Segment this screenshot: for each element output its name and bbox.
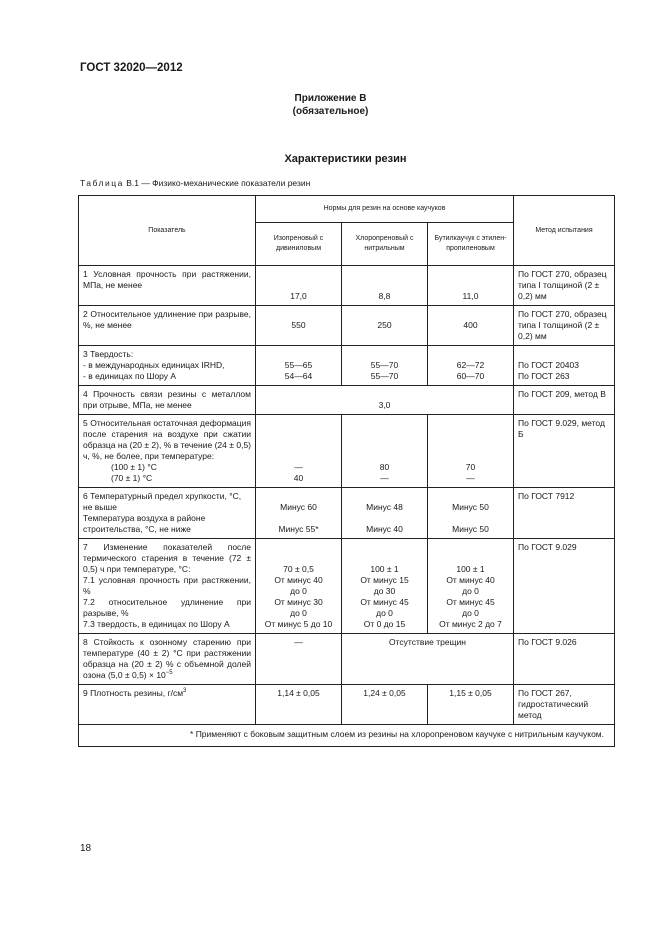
cell-value: 17,0: [256, 266, 342, 306]
row-name: [79, 634, 256, 685]
row-name-exponent: −5: [165, 670, 173, 677]
cell-value: [256, 488, 342, 539]
cell-line: —: [466, 473, 475, 483]
table-row: [79, 634, 615, 685]
cell-line: Минус 55*: [278, 524, 319, 534]
cell-method: По ГОСТ 267, гидростатический метод: [514, 685, 615, 725]
cell-value: Отсутствие трещин: [342, 634, 514, 685]
row-name: 2 Относительное удлинение при разрыве, %, не менее: [79, 306, 256, 346]
row-name-line: 7.2 относительное удлинение при разрыве, %: [83, 597, 251, 618]
row-name-line: - в единицах по Шору А: [83, 371, 177, 381]
table-row: [79, 346, 615, 386]
cell-line: до 0: [376, 608, 393, 618]
cell-value: 250: [342, 306, 428, 346]
cell-line: Минус 50: [452, 502, 489, 512]
row-name-line: 5 Относительная остаточная деформация после старения на воздухе при сжатии образца на (20 ± 2), % в течение (24 ± 0,5) ч, %, не более, при температуре:: [83, 418, 251, 461]
row-name-line: (70 ± 1) °С: [111, 473, 153, 483]
cell-line: 60—70: [456, 371, 485, 381]
cell-line: 40: [293, 473, 304, 483]
cell-line: Минус 48: [366, 502, 403, 512]
row-name-text: 9 Плотность резины, г/см: [83, 688, 184, 698]
cell-line: 55—70: [370, 360, 399, 370]
header-indicator: Показатель: [79, 196, 256, 266]
cell-line: до 0: [290, 608, 307, 618]
row-name: [79, 685, 256, 725]
cell-value: 550: [256, 306, 342, 346]
cell-line: 70 ± 0,5: [283, 564, 314, 574]
cell-line: Минус 40: [366, 524, 403, 534]
document-code: ГОСТ 32020—2012: [80, 62, 183, 74]
row-name: [79, 539, 256, 634]
cell-line: —: [380, 473, 389, 483]
table-footnote-row: [79, 725, 615, 747]
cell-value: [342, 488, 428, 539]
row-name-line: 7.1 условная прочность при растяжении, %: [83, 575, 251, 596]
cell-line: 55—70: [370, 371, 399, 381]
cell-value: 400: [428, 306, 514, 346]
row-name-exponent: 3: [183, 688, 187, 695]
cell-value: [428, 415, 514, 488]
row-name-line: 7.3 твердость, в единицах по Шору А: [83, 619, 230, 629]
row-name-line: Температура воздуха в районе строительства, °С, не ниже: [83, 513, 206, 534]
cell-value: [342, 415, 428, 488]
row-name-line: 7 Изменение показателей после термического старения в течение (72 ± 0,5) ч при температуре, °С:: [83, 542, 251, 574]
cell-line: От минус 15: [360, 575, 409, 585]
cell-line: По ГОСТ 263: [518, 371, 570, 381]
cell-line: 70: [465, 462, 476, 472]
appendix-status: (обязательное): [292, 106, 369, 117]
cell-line: От 0 до 15: [363, 619, 406, 629]
cell-value: —: [256, 634, 342, 685]
cell-method: По ГОСТ 270, образец типа I толщиной (2 ± 0,2) мм: [514, 306, 615, 346]
table-row: [79, 306, 615, 346]
cell-line: От минус 2 до 7: [439, 619, 502, 629]
cell-value: 11,0: [428, 266, 514, 306]
cell-value: 1,24 ± 0,05: [342, 685, 428, 725]
cell-line: 54—64: [284, 371, 313, 381]
cell-line: От минус 30: [274, 597, 323, 607]
cell-method: По ГОСТ 9.029: [514, 539, 615, 634]
cell-line: до 0: [462, 608, 479, 618]
page-number: 18: [80, 843, 92, 854]
row-name: 1 Условная прочность при растяжении, МПа, не менее: [79, 266, 256, 306]
cell-value: 3,0: [256, 386, 514, 415]
cell-value: [256, 415, 342, 488]
table-row: [79, 415, 615, 488]
cell-line: 62—72: [456, 360, 485, 370]
cell-line: Минус 50: [452, 524, 489, 534]
cell-value: 1,14 ± 0,05: [256, 685, 342, 725]
cell-value: [256, 539, 342, 634]
cell-value: 8,8: [342, 266, 428, 306]
row-name-line: 6 Температурный предел хрупкости, °С, не выше: [83, 491, 242, 512]
cell-line: до 0: [462, 586, 479, 596]
cell-line: От минус 5 до 10: [264, 619, 333, 629]
row-name-line: - в международных единицах IRHD,: [83, 360, 225, 370]
row-name: 4 Прочность связи резины с металлом при отрыве, МПа, не менее: [79, 386, 256, 415]
cell-method: По ГОСТ 7912: [514, 488, 615, 539]
row-name: [79, 415, 256, 488]
cell-value: [428, 346, 514, 386]
cell-value: [428, 488, 514, 539]
table-row: [79, 488, 615, 539]
appendix-heading: [0, 92, 661, 118]
cell-method: По ГОСТ 209, метод В: [514, 386, 615, 415]
cell-line: —: [294, 462, 303, 472]
table-row: [79, 266, 615, 306]
cell-line: 55—65: [284, 360, 313, 370]
cell-value: [342, 539, 428, 634]
row-name-line: 3 Твердость:: [83, 349, 134, 359]
row-name: [79, 346, 256, 386]
table-row: [79, 685, 615, 725]
cell-line: От минус 45: [446, 597, 495, 607]
header-col-butyl: Бутилкаучук с этилен-пропиленовым: [428, 223, 514, 266]
cell-line: 100 ± 1: [456, 564, 485, 574]
cell-method: По ГОСТ 270, образец типа I толщиной (2 ± 0,2) мм: [514, 266, 615, 306]
cell-line: Минус 60: [280, 502, 317, 512]
section-title: Характеристики резин: [284, 153, 407, 165]
table-header-row: [79, 196, 615, 223]
cell-method: По ГОСТ 9.029, метод Б: [514, 415, 615, 488]
cell-value: [428, 539, 514, 634]
cell-value: [256, 346, 342, 386]
header-col-chloroprene: Хлоропреновый с нитрильным: [342, 223, 428, 266]
table-caption-text: В.1 — Физико-механические показатели резин: [126, 178, 311, 188]
cell-method: [514, 346, 615, 386]
rubber-properties-table: [78, 195, 615, 747]
header-method: Метод испытания: [514, 196, 615, 266]
cell-line: 100 ± 1: [370, 564, 399, 574]
table-footnote: * Применяют с боковым защитным слоем из резины на хлоропреновом каучуке с нитрильным каучуком.: [79, 725, 615, 747]
appendix-title: Приложение В: [294, 93, 367, 104]
cell-line: По ГОСТ 20403: [518, 360, 579, 370]
row-name: [79, 488, 256, 539]
cell-line: От минус 40: [446, 575, 495, 585]
cell-line: до 30: [373, 586, 396, 596]
header-col-isoprene: Изопреновый с дивиниловым: [256, 223, 342, 266]
row-name-line: (100 ± 1) °С: [111, 462, 157, 472]
row-name-text: 8 Стойкость к озонному старению при температуре (40 ± 2) °С при растяжении образца на (20 ± 2) % с объемной долей озона (5,0 ± 0,5) × 10: [83, 637, 251, 680]
header-norms: Нормы для резин на основе каучуков: [256, 196, 514, 223]
cell-line: до 0: [290, 586, 307, 596]
cell-value: [342, 346, 428, 386]
cell-line: От минус 40: [274, 575, 323, 585]
table-caption-label: Таблица: [80, 178, 124, 188]
cell-value: 1,15 ± 0,05: [428, 685, 514, 725]
cell-line: От минус 45: [360, 597, 409, 607]
cell-method: По ГОСТ 9.026: [514, 634, 615, 685]
table-row: [79, 386, 615, 415]
table-row: [79, 539, 615, 634]
table-caption: [80, 178, 310, 188]
cell-line: 80: [379, 462, 390, 472]
